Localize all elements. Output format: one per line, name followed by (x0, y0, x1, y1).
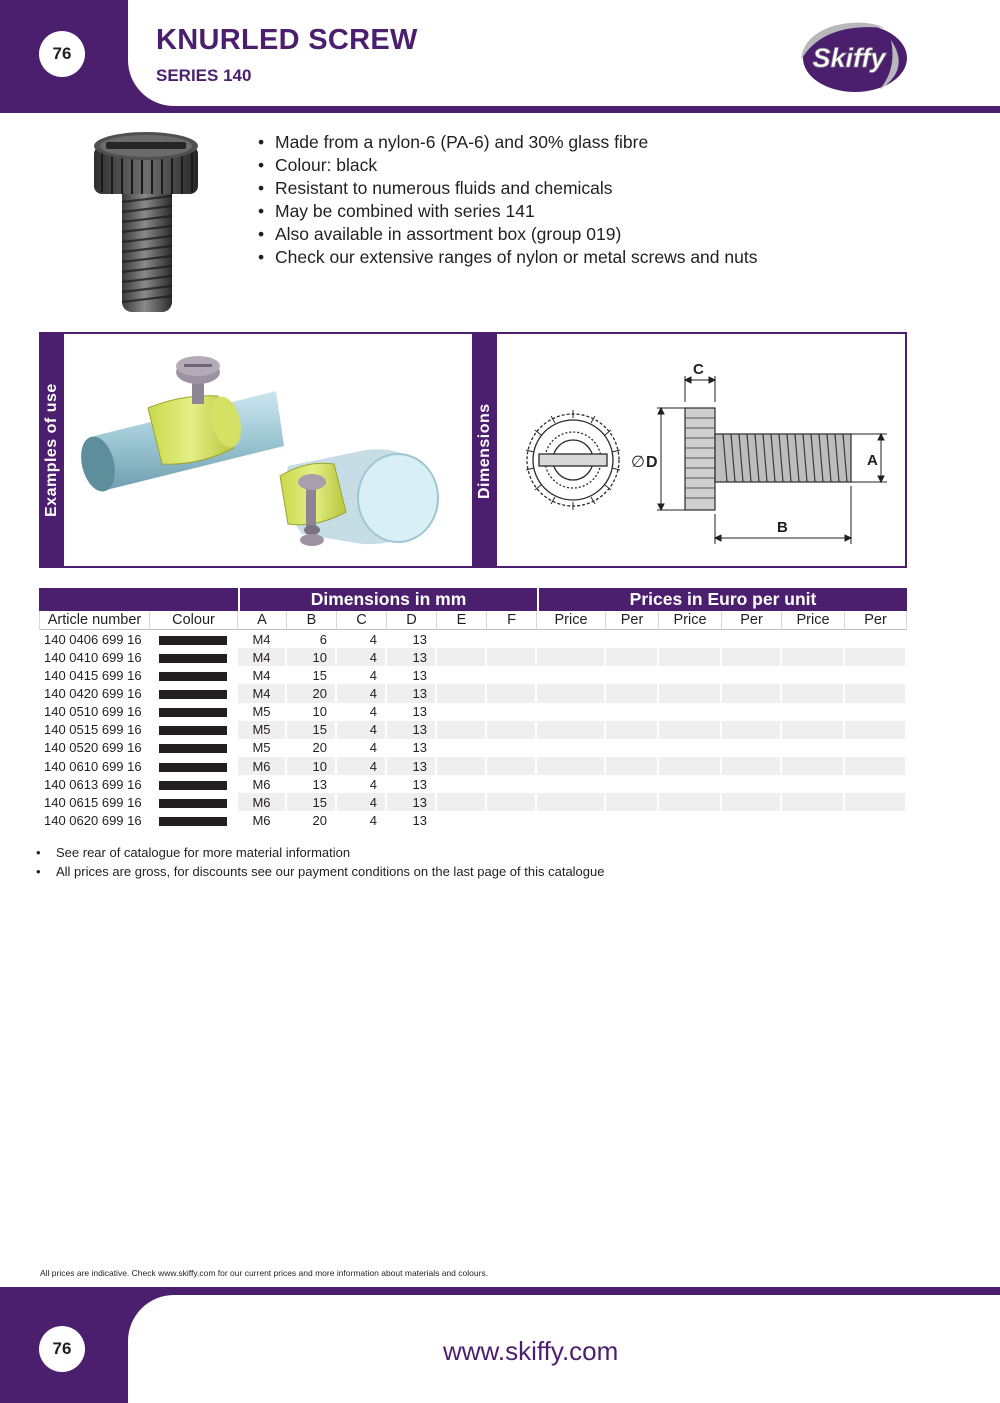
price-cell (659, 703, 722, 721)
dim-d-cell: 13 (387, 666, 437, 684)
dim-letter-d: D (646, 454, 658, 471)
table-row (39, 630, 907, 648)
table-row (39, 703, 907, 721)
colour-swatch-cell (150, 630, 238, 648)
price-cell (537, 666, 606, 684)
per-cell (722, 811, 782, 829)
price-cell (537, 757, 606, 775)
dim-b-cell: 13 (287, 775, 337, 793)
dim-f-cell (487, 703, 537, 721)
price-cell (782, 666, 845, 684)
series-subtitle: SERIES 140 (156, 66, 252, 85)
table-row (39, 648, 907, 666)
dim-e-cell (437, 648, 487, 666)
price-cell (782, 684, 845, 702)
skiffy-logo (793, 20, 911, 100)
dim-b-cell: 15 (287, 721, 337, 739)
price-cell (659, 721, 722, 739)
dim-e-cell (437, 630, 487, 648)
col-header-per-3: Per (845, 611, 907, 630)
colour-swatch-cell (150, 757, 238, 775)
dimensions-label: Dimensions (476, 403, 493, 499)
colour-swatch (159, 781, 227, 790)
dim-a-cell: M4 (238, 648, 287, 666)
per-cell (606, 666, 659, 684)
feature-item: • Resistant to numerous fluids and chemicals (258, 177, 757, 200)
col-header-per-2: Per (722, 611, 782, 630)
colour-swatch-cell (150, 684, 238, 702)
note-item: • See rear of catalogue for more material information (36, 843, 604, 862)
table-row (39, 721, 907, 739)
examples-strip (39, 332, 64, 568)
dim-b-cell: 6 (287, 630, 337, 648)
article-number-cell: 140 0406 699 16 (39, 630, 150, 648)
article-table-body (39, 630, 907, 830)
group-header-dimensions: Dimensions in mm (238, 588, 537, 611)
col-header-price-1: Price (537, 611, 606, 630)
price-cell (659, 648, 722, 666)
per-cell (722, 630, 782, 648)
per-cell (606, 630, 659, 648)
price-cell (537, 703, 606, 721)
price-cell (659, 630, 722, 648)
dim-a-cell: M4 (238, 666, 287, 684)
group-header-blank (39, 588, 238, 611)
dim-e-cell (437, 793, 487, 811)
feature-item: • Made from a nylon-6 (PA-6) and 30% glass fibre (258, 131, 757, 154)
dim-a-cell: M5 (238, 721, 287, 739)
colour-swatch-cell (150, 739, 238, 757)
dim-d-cell: 13 (387, 648, 437, 666)
dim-e-cell (437, 775, 487, 793)
per-cell (606, 703, 659, 721)
dim-c-cell: 4 (337, 775, 387, 793)
colour-swatch-cell (150, 721, 238, 739)
price-cell (782, 811, 845, 829)
dim-d-cell: 13 (387, 703, 437, 721)
dim-b-cell: 20 (287, 739, 337, 757)
dim-f-cell (487, 684, 537, 702)
per-cell (722, 703, 782, 721)
colour-swatch-cell (150, 703, 238, 721)
article-number-cell: 140 0520 699 16 (39, 739, 150, 757)
dim-b-cell: 10 (287, 757, 337, 775)
dim-c-cell: 4 (337, 721, 387, 739)
dim-a-cell: M5 (238, 739, 287, 757)
dim-d-cell: 13 (387, 721, 437, 739)
dim-d-cell: 13 (387, 775, 437, 793)
footer-disclaimer: All prices are indicative. Check www.skiffy.com for our current prices and more information about materials and colours. (40, 1268, 489, 1278)
col-header-d: D (387, 611, 437, 630)
dim-b-cell: 10 (287, 703, 337, 721)
group-header-row (39, 588, 907, 611)
per-cell (722, 721, 782, 739)
price-cell (537, 739, 606, 757)
dim-a-cell: M6 (238, 793, 287, 811)
colour-swatch (159, 817, 227, 826)
per-cell (845, 793, 907, 811)
per-cell (845, 703, 907, 721)
dim-letter-a: A (867, 452, 878, 469)
per-cell (722, 793, 782, 811)
dim-a-cell: M4 (238, 684, 287, 702)
dimensions-drawing (499, 336, 903, 564)
group-header-prices: Prices in Euro per unit (537, 588, 907, 611)
article-number-cell: 140 0515 699 16 (39, 721, 150, 739)
feature-item: • Check our extensive ranges of nylon or metal screws and nuts (258, 246, 757, 269)
table-row (39, 811, 907, 829)
dim-d-cell: 13 (387, 793, 437, 811)
table-row (39, 739, 907, 757)
page-title: KNURLED SCREW (156, 24, 418, 56)
dim-c-cell: 4 (337, 739, 387, 757)
logo-wordmark: Skiffy (812, 43, 886, 73)
dim-d-cell: 13 (387, 757, 437, 775)
table-row (39, 793, 907, 811)
col-header-b: B (287, 611, 337, 630)
price-cell (537, 775, 606, 793)
per-cell (722, 666, 782, 684)
dim-b-cell: 10 (287, 648, 337, 666)
col-header-colour: Colour (150, 611, 238, 630)
dim-b-cell: 15 (287, 793, 337, 811)
article-number-cell: 140 0415 699 16 (39, 666, 150, 684)
article-number-cell: 140 0615 699 16 (39, 793, 150, 811)
dim-f-cell (487, 630, 537, 648)
dim-c-cell: 4 (337, 684, 387, 702)
per-cell (722, 739, 782, 757)
dim-a-cell: M6 (238, 775, 287, 793)
dim-d-cell: 13 (387, 739, 437, 757)
dim-b-cell: 20 (287, 811, 337, 829)
colour-swatch-cell (150, 775, 238, 793)
dim-f-cell (487, 811, 537, 829)
colour-swatch (159, 744, 227, 753)
dim-a-cell: M6 (238, 811, 287, 829)
price-cell (782, 703, 845, 721)
table-row (39, 666, 907, 684)
price-cell (659, 684, 722, 702)
per-cell (845, 666, 907, 684)
price-cell (782, 739, 845, 757)
table-row (39, 684, 907, 702)
dim-e-cell (437, 666, 487, 684)
examples-of-use-label: Examples of use (43, 383, 60, 517)
price-cell (782, 721, 845, 739)
article-number-cell: 140 0620 699 16 (39, 811, 150, 829)
per-cell (845, 775, 907, 793)
dim-e-cell (437, 739, 487, 757)
col-header-c: C (337, 611, 387, 630)
knurled-screw-photo (88, 128, 204, 318)
feature-item: • May be combined with series 141 (258, 200, 757, 223)
table-row (39, 775, 907, 793)
colour-swatch (159, 708, 227, 717)
dim-b-cell: 15 (287, 666, 337, 684)
article-number-cell: 140 0410 699 16 (39, 648, 150, 666)
colour-swatch-cell (150, 793, 238, 811)
feature-item: • Colour: black (258, 154, 757, 177)
price-cell (537, 648, 606, 666)
per-cell (845, 648, 907, 666)
dim-f-cell (487, 721, 537, 739)
dim-f-cell (487, 775, 537, 793)
per-cell (606, 739, 659, 757)
feature-item: • Also available in assortment box (group 019) (258, 223, 757, 246)
dim-e-cell (437, 684, 487, 702)
per-cell (722, 757, 782, 775)
colour-swatch (159, 654, 227, 663)
article-number-cell: 140 0613 699 16 (39, 775, 150, 793)
per-cell (845, 684, 907, 702)
price-cell (782, 630, 845, 648)
per-cell (845, 757, 907, 775)
per-cell (845, 630, 907, 648)
dim-f-cell (487, 666, 537, 684)
per-cell (845, 721, 907, 739)
dim-c-cell: 4 (337, 648, 387, 666)
per-cell (722, 775, 782, 793)
colour-swatch (159, 690, 227, 699)
price-cell (659, 775, 722, 793)
dim-e-cell (437, 757, 487, 775)
dim-c-cell: 4 (337, 703, 387, 721)
price-cell (659, 666, 722, 684)
colour-swatch (159, 763, 227, 772)
dim-c-cell: 4 (337, 630, 387, 648)
colour-swatch (159, 799, 227, 808)
price-cell (782, 648, 845, 666)
col-header-f: F (487, 611, 537, 630)
per-cell (606, 684, 659, 702)
per-cell (606, 793, 659, 811)
footer-page-number-badge: 76 (39, 1326, 85, 1372)
colour-swatch-cell (150, 811, 238, 829)
price-cell (782, 757, 845, 775)
dim-letter-c: C (693, 361, 704, 378)
col-header-per-1: Per (606, 611, 659, 630)
dim-e-cell (437, 703, 487, 721)
per-cell (845, 739, 907, 757)
price-cell (782, 793, 845, 811)
per-cell (606, 648, 659, 666)
dimensions-strip (472, 332, 497, 568)
dim-d-cell: 13 (387, 630, 437, 648)
price-cell (537, 811, 606, 829)
column-header-row (39, 611, 907, 630)
dim-e-cell (437, 721, 487, 739)
notes-list (36, 843, 604, 881)
dim-f-cell (487, 739, 537, 757)
per-cell (606, 811, 659, 829)
price-cell (537, 630, 606, 648)
dim-d-cell: 13 (387, 811, 437, 829)
dim-a-cell: M5 (238, 703, 287, 721)
col-header-price-2: Price (659, 611, 722, 630)
dim-f-cell (487, 648, 537, 666)
table-row (39, 757, 907, 775)
dim-b-cell: 20 (287, 684, 337, 702)
colour-swatch (159, 636, 227, 645)
dim-c-cell: 4 (337, 666, 387, 684)
svg-text:∅: ∅ (631, 454, 645, 471)
per-cell (606, 757, 659, 775)
colour-swatch (159, 726, 227, 735)
colour-swatch-cell (150, 648, 238, 666)
dim-c-cell: 4 (337, 757, 387, 775)
per-cell (845, 811, 907, 829)
price-cell (659, 739, 722, 757)
examples-of-use-illustration (66, 336, 470, 564)
dim-d-cell: 13 (387, 684, 437, 702)
price-cell (537, 684, 606, 702)
dim-c-cell: 4 (337, 811, 387, 829)
per-cell (606, 721, 659, 739)
dim-e-cell (437, 811, 487, 829)
article-table (39, 588, 907, 830)
dim-letter-b: B (777, 519, 788, 536)
page-number-badge: 76 (39, 31, 85, 77)
dim-c-cell: 4 (337, 793, 387, 811)
col-header-price-3: Price (782, 611, 845, 630)
price-cell (782, 775, 845, 793)
dim-a-cell: M4 (238, 630, 287, 648)
price-cell (537, 793, 606, 811)
col-header-e: E (437, 611, 487, 630)
article-table-wrapper (39, 588, 907, 830)
website-link[interactable]: www.skiffy.com (443, 1336, 619, 1366)
dim-f-cell (487, 757, 537, 775)
dim-f-cell (487, 793, 537, 811)
price-cell (659, 757, 722, 775)
note-item: • All prices are gross, for discounts see our payment conditions on the last page of this catalogue (36, 862, 604, 881)
col-header-article-number: Article number (39, 611, 150, 630)
per-cell (722, 684, 782, 702)
feature-list (258, 131, 757, 269)
dim-a-cell: M6 (238, 757, 287, 775)
per-cell (606, 775, 659, 793)
per-cell (722, 648, 782, 666)
colour-swatch (159, 672, 227, 681)
article-number-cell: 140 0510 699 16 (39, 703, 150, 721)
price-cell (659, 793, 722, 811)
article-number-cell: 140 0420 699 16 (39, 684, 150, 702)
article-number-cell: 140 0610 699 16 (39, 757, 150, 775)
price-cell (537, 721, 606, 739)
col-header-a: A (238, 611, 287, 630)
price-cell (659, 811, 722, 829)
colour-swatch-cell (150, 666, 238, 684)
